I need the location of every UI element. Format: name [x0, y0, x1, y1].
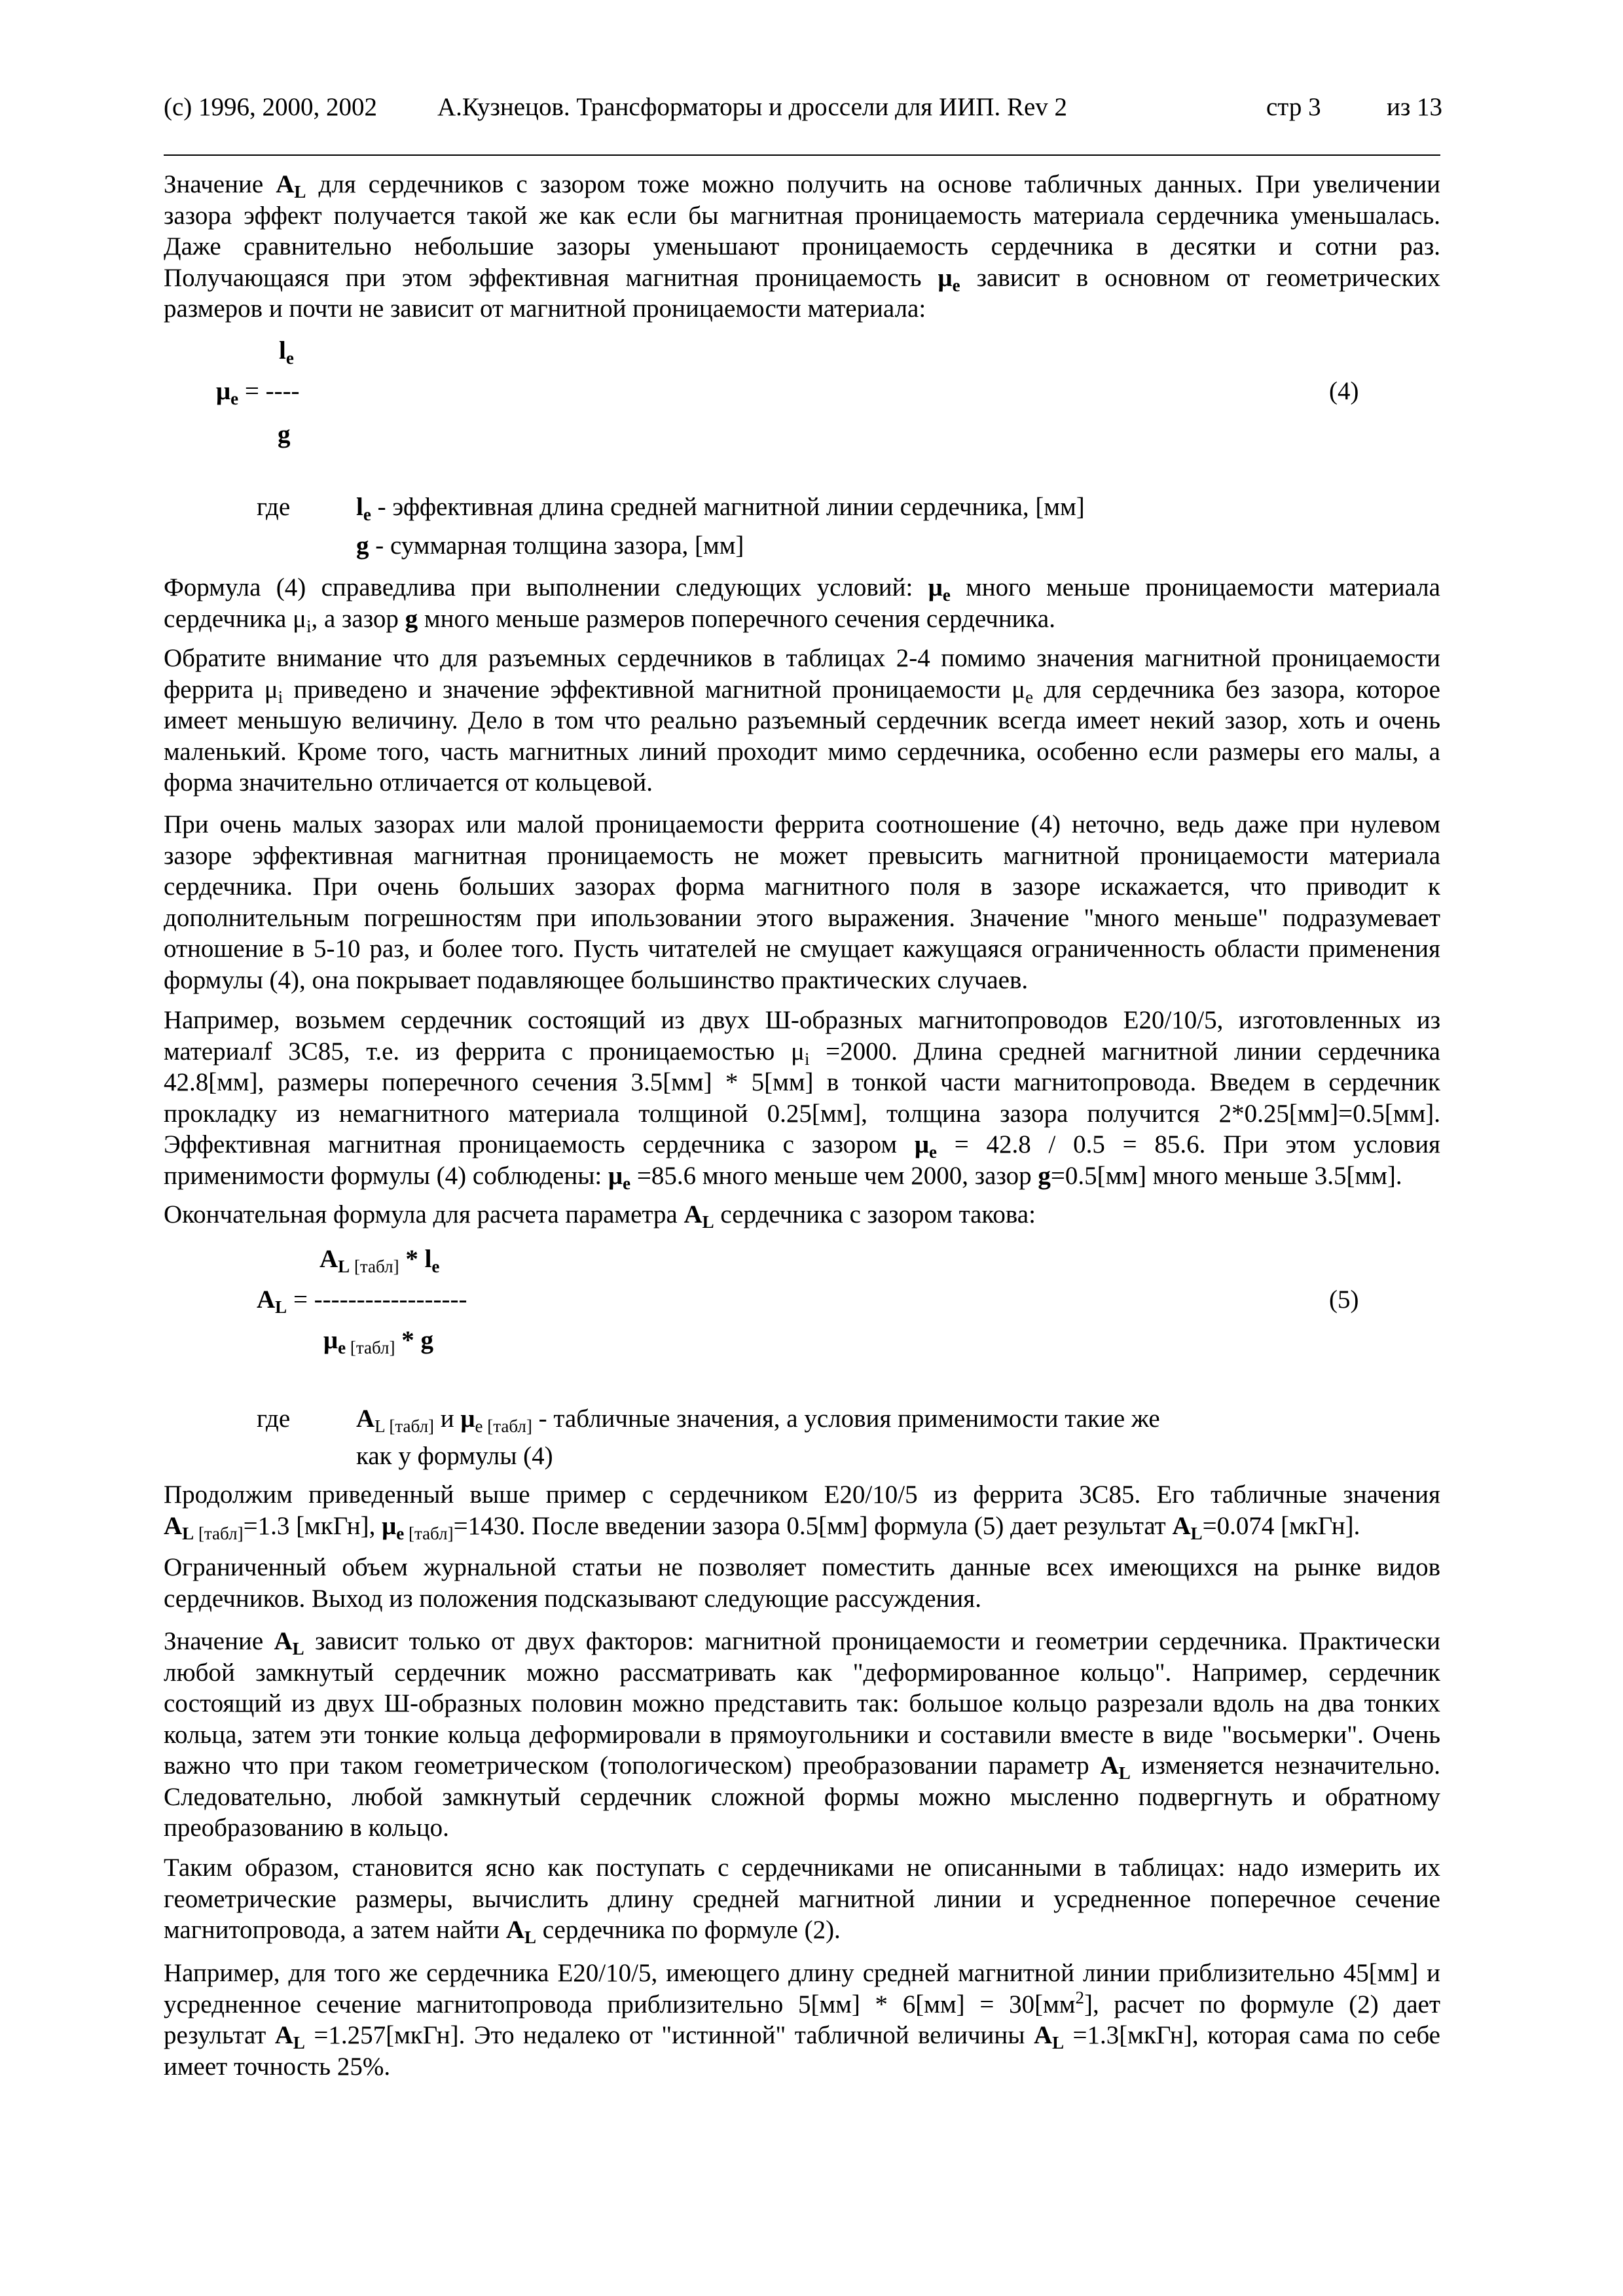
text-line: формулы (4), она покрывает подавляющее большинство практических случаев.	[164, 965, 1029, 994]
text-line: зазора эффект получается такой же как если бы магнитная проницаемость материала сердечника уменьшалась.	[164, 201, 1440, 230]
text-line: Таким образом, становится ясно как поступать с сердечниками не описанными в таблицах: надо измерить их	[164, 1854, 1440, 1882]
paragraph-7	[164, 1479, 1440, 1541]
paragraph-3	[164, 643, 1440, 798]
paragraph-11	[164, 1958, 1440, 2082]
paragraph-5	[164, 1005, 1440, 1191]
text-line: Продолжим приведенный выше пример с сердечником E20/10/5 из феррита 3C85. Его табличные значения	[164, 1480, 1440, 1509]
formula5-denominator: $\mu_e$ $_{[табл]}$ * g	[323, 1326, 433, 1357]
text-line: отношение в 5-10 раз, и более того. Пусть читателей не смущает кажущаяся ограниченность области применения	[164, 935, 1440, 963]
paragraph-8	[164, 1552, 1440, 1614]
formula5-lhs: $A_L$ = ------------------	[257, 1285, 467, 1317]
text-line: феррита $\mu_i$ приведено и значение эффективной магнитной проницаемости $\mu_e$ для сердечника без зазора, которое	[164, 675, 1440, 707]
formula5-number: (5)	[1329, 1285, 1359, 1314]
text-line: При очень малых зазорах или малой проницаемости феррита соотношение (4) неточно, ведь даже при нулевом	[164, 810, 1440, 838]
text-line: усредненное сечение магнитопровода приблизительно $5[мм] * 6[мм] = 30[мм^2]$, расчет по формуле (2) дает	[164, 1987, 1440, 2018]
paragraph-2	[164, 572, 1440, 634]
formula4-denominator: g	[278, 420, 291, 448]
text-line: Получающаяся при этом эффективная магнитная проницаемость $\mu_e$ зависит в основном от геометрических	[164, 263, 1440, 295]
text-line: Формула (4) справедлива при выполнении следующих условий: $\mu_e$ много меньше проницаемости материала	[164, 573, 1440, 605]
formula4-number: (4)	[1329, 377, 1359, 405]
header-page-total: из 13	[1387, 93, 1443, 121]
text-line: кольца, затем эти тонкие кольца деформировали в прямоугольники и составили вместе в виде "восьмерки". Очень	[164, 1720, 1440, 1749]
header-page-number: стр 3	[1266, 93, 1321, 121]
text-line: сердечников. Выход из положения подсказывают следующие рассуждения.	[164, 1584, 981, 1613]
text-line: 42.8[мм], размеры поперечного сечения 3.5[мм] * 5[мм] в тонкой части магнитопровода. Введем в сердечник	[164, 1068, 1440, 1096]
text-line: $A_{L [табл]}=1.3$ [мкГн], $\mu_{e [табл]}=1430$. После введении зазора 0.5[мм] формула (5) дает результат $A_L=0.074$ [мкГн].	[164, 1511, 1360, 1543]
text-line: имеет меньшую величину. Дело в том что реально разъемный сердечник всегда имеет некий зазор, хоть и очень	[164, 706, 1440, 734]
text-line: Окончательная формула для расчета параметра $A_L$ сердечника с зазором такова:	[164, 1200, 1036, 1232]
text-line: геометрические размеры, вычислить длину средней магнитной линии и усредненное поперечное сечение	[164, 1884, 1440, 1913]
paragraph-10	[164, 1852, 1440, 1946]
where2-line2: как у формулы (4)	[356, 1442, 553, 1470]
formula5-numerator: $A_L$ $_{[табл]} * l_e$	[319, 1245, 440, 1276]
text-line: результат $A_L$ =1.257[мкГн]. Это недалеко от "истинной" табличной величины $A_L$ =1.3[мкГн], которая сама по себе	[164, 2021, 1440, 2053]
where1-label: где	[257, 493, 291, 521]
text-line: применимости формулы (4) соблюдены: $\mu_e =85.6$ много меньше чем 2000, зазор g=0.5[мм] много меньше 3.5[мм].	[164, 1161, 1402, 1193]
text-line: Например, для того же сердечника E20/10/5, имеющего длину средней магнитной линии приблизительно 45[мм] и	[164, 1959, 1440, 1987]
paragraph-6	[164, 1199, 1440, 1230]
text-line: размеров и почти не зависит от магнитной проницаемости материала:	[164, 295, 926, 323]
text-line: Эффективная магнитная проницаемость сердечника с зазором $\mu_e = 42.8 / 0.5 = 85.6$. При этом условия	[164, 1130, 1440, 1162]
header-title: А.Кузнецов. Трансформаторы и дроссели для ИИП. Rev 2	[437, 93, 1068, 121]
text-line: Следовательно, любой замкнутый сердечник сложной формы можно мысленно подвергнуть и обратному	[164, 1782, 1440, 1811]
text-line: имеет точность 25%.	[164, 2052, 391, 2081]
text-line: состоящий из двух Ш-образных половин можно представить так: большое кольцо разрезали вдоль на два тонких	[164, 1689, 1440, 1717]
text-line: преобразованию в кольцо.	[164, 1814, 449, 1842]
text-line: важно что при таком геометрическом (топологическом) преобразовании параметр $A_L$ изменяется незначительно.	[164, 1751, 1440, 1783]
formula4-lhs: $\mu_e$ = ----	[216, 377, 300, 408]
where2-line1: $A_{L [табл]}$ и $\mu_{e [табл]}$ - табличные значения, а условия применимости такие же	[356, 1405, 1160, 1436]
text-line: прокладку из немагнитного материала толщиной 0.25[мм], толщина зазора получится 2*0.25[мм]=0.5[мм].	[164, 1099, 1440, 1128]
text-line: Значение $A_L$ для сердечников с зазором тоже можно получить на основе табличных данных. При увеличении	[164, 170, 1440, 202]
text-line: дополнительным погрешностям при ипользовании этого выражения. Значение "много меньше" подразумевает	[164, 903, 1440, 932]
text-line: Ограниченный объем журнальной статьи не позволяет поместить данные всех имеющихся на рынке видов	[164, 1553, 1440, 1581]
text-line: Обратите внимание что для разъемных сердечников в таблицах 2-4 помимо значения магнитной проницаемости	[164, 644, 1440, 672]
where1-line2: g - суммарная толщина зазора, [мм]	[356, 531, 744, 560]
where2-label: где	[257, 1405, 291, 1433]
text-line: сердечника. При очень больших зазорах форма магнитного поля в зазоре искажается, что приводит к	[164, 872, 1440, 901]
paragraph-4	[164, 809, 1440, 996]
text-line: зазоре эффективная магнитная проницаемость не может превысить магнитной проницаемости материала	[164, 841, 1440, 870]
text-line: Значение $A_L$ зависит только от двух факторов: магнитной проницаемости и геометрии сердечника. Практически	[164, 1627, 1440, 1659]
text-line: магнитопровода, а затем найти $A_L$ сердечника по формуле (2).	[164, 1916, 841, 1947]
text-line: Даже сравнительно небольшие зазоры уменьшают проницаемость сердечника в десятки и сотни раз.	[164, 232, 1440, 260]
text-line: маленький. Кроме того, часть магнитных линий проходит мимо сердечника, особенно если размеры его малы, а	[164, 737, 1440, 766]
text-line: любой замкнутый сердечник можно рассматривать как "деформированное кольцо". Например, сердечник	[164, 1658, 1440, 1687]
formula4-numerator: $l_e$	[279, 336, 294, 368]
where1-line1: $l_e$ - эффективная длина средней магнитной линии сердечника, [мм]	[356, 493, 1085, 524]
paragraph-9	[164, 1626, 1440, 1844]
text-line: форма значительно отличается от кольцевой.	[164, 768, 653, 797]
text-line: сердечника $\mu_i$, а зазор g много меньше размеров поперечного сечения сердечника.	[164, 604, 1055, 636]
paragraph-1	[164, 169, 1440, 325]
text-line: Например, возьмем сердечник состоящий из двух Ш-образных магнитопроводов E20/10/5, изготовленных из	[164, 1006, 1440, 1034]
header-divider	[164, 154, 1440, 156]
text-line: материалf 3C85, т.е. из феррита с проницаемостью $\mu_i =2000$. Длина средней магнитной линии сердечника	[164, 1037, 1440, 1069]
header-copyright: (c) 1996, 2000, 2002	[164, 93, 378, 121]
